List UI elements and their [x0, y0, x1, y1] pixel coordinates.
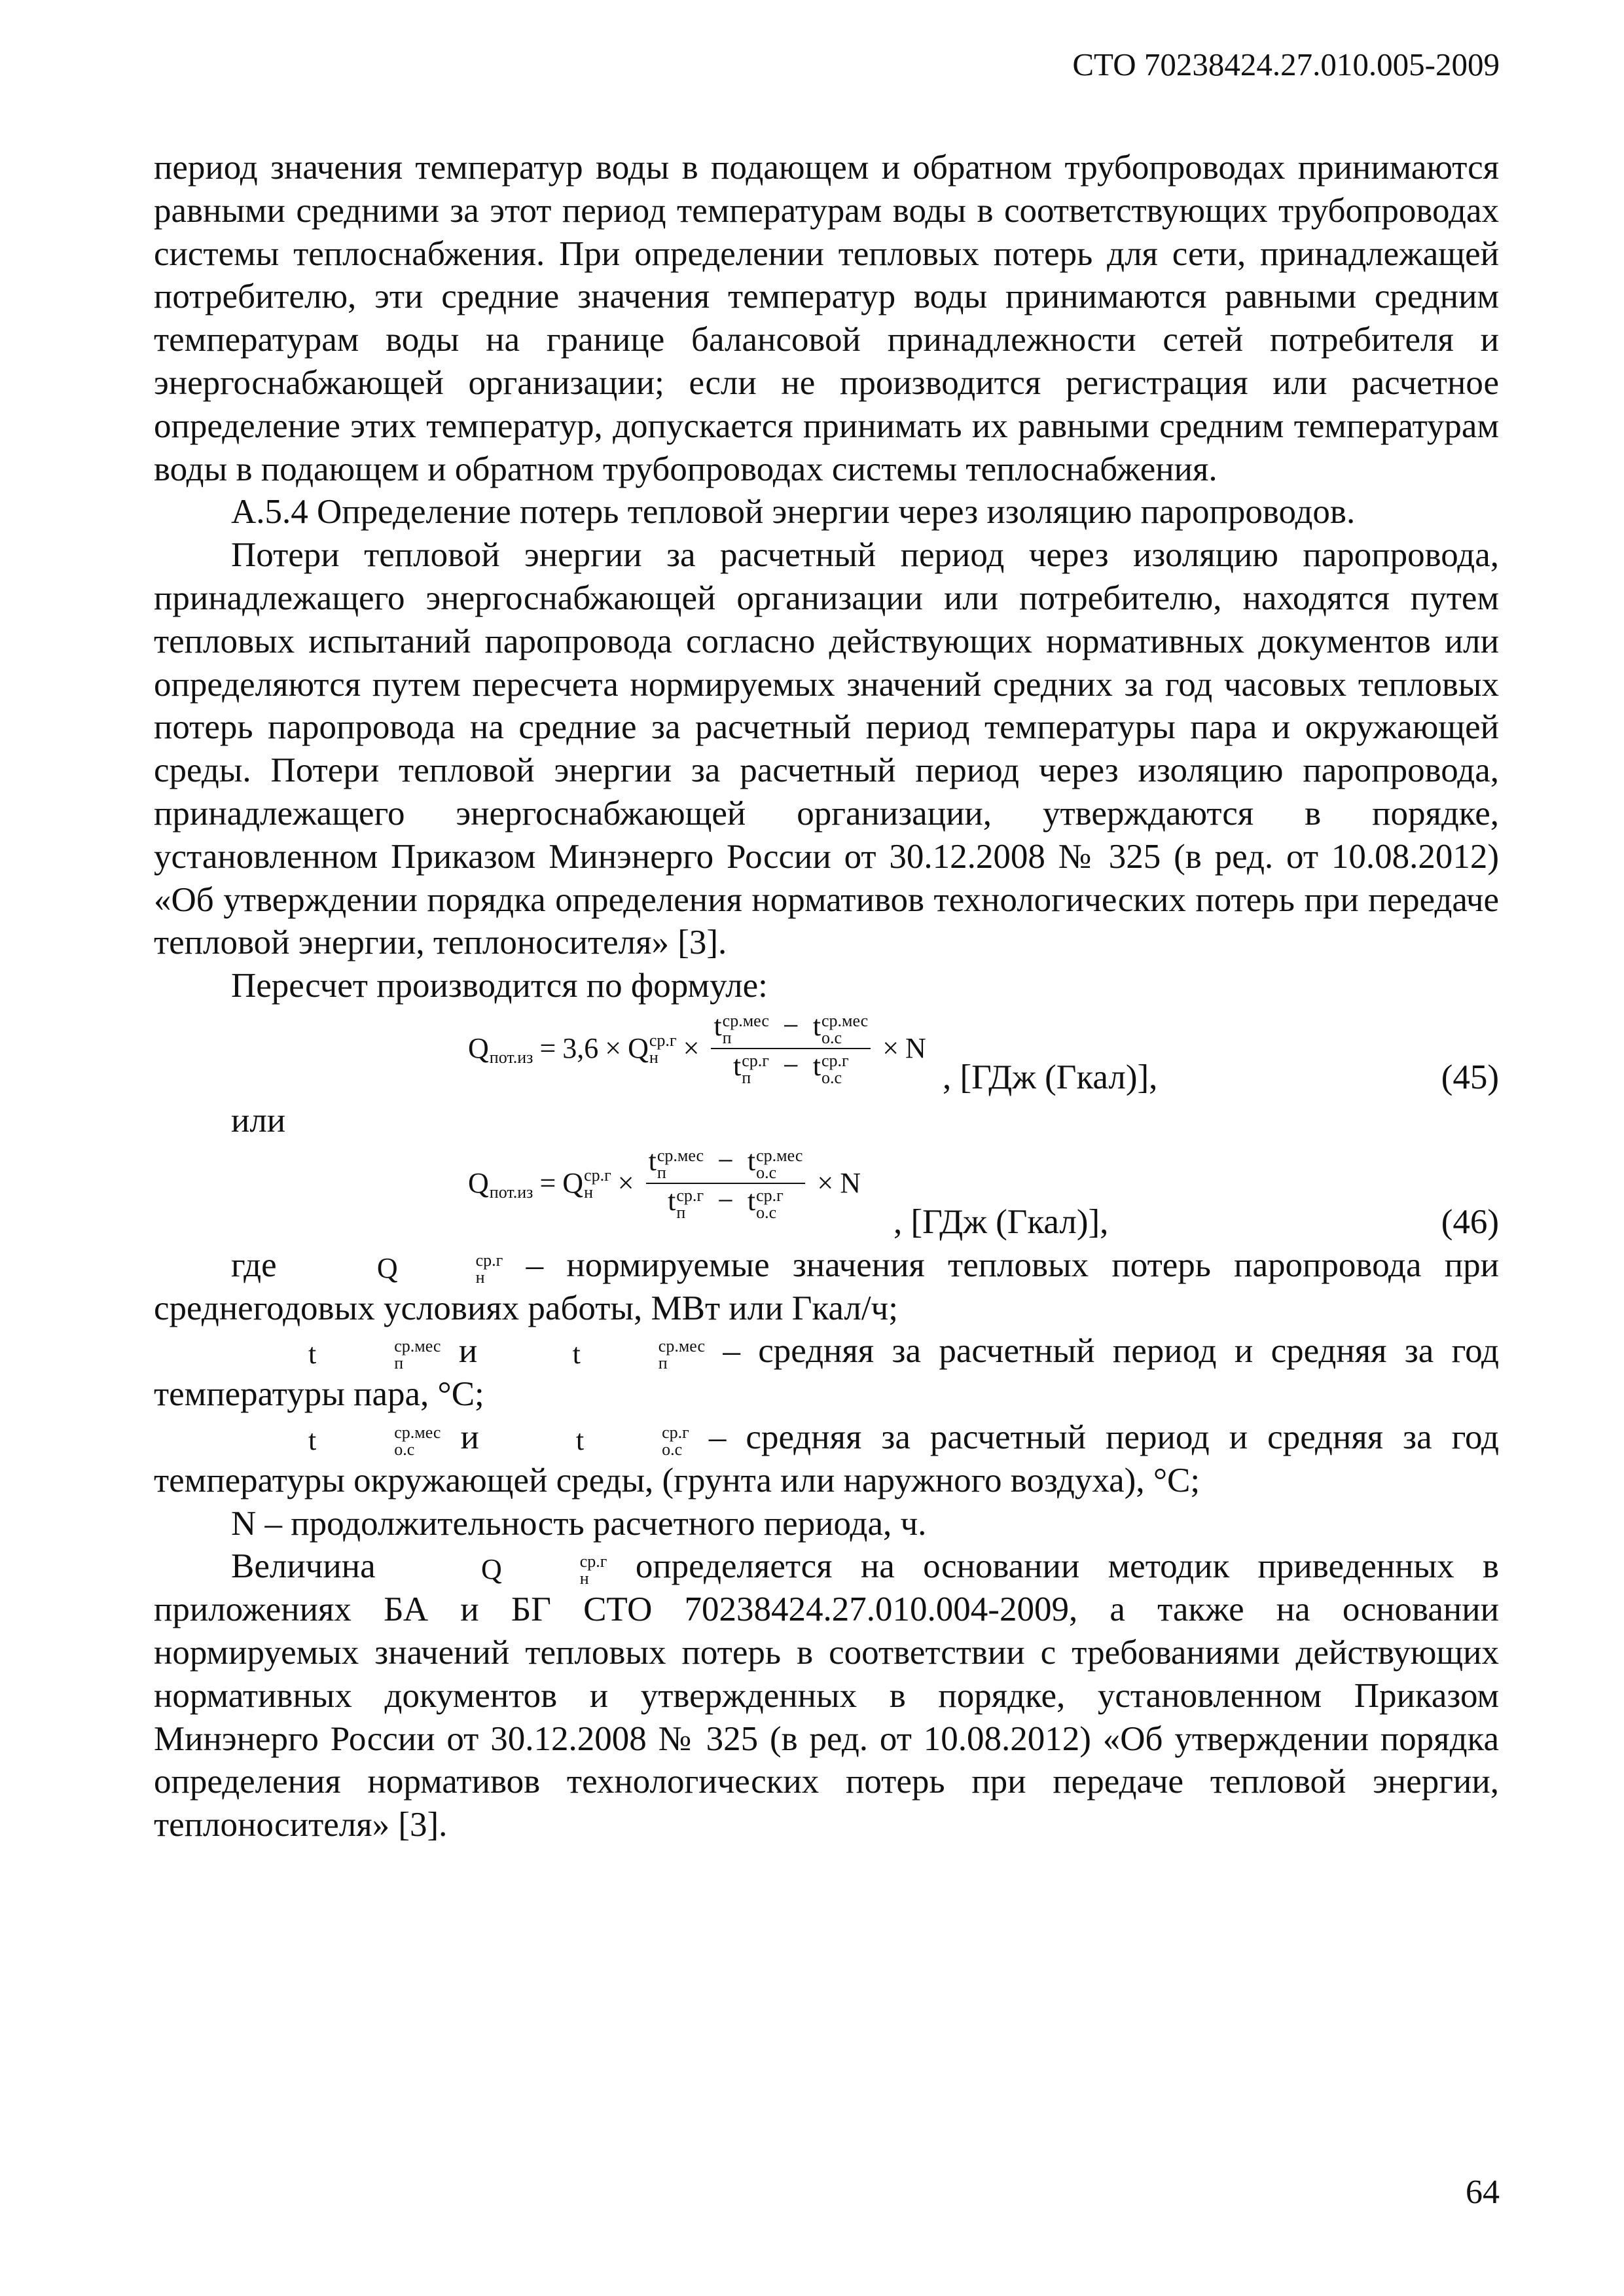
section-heading-a54: А.5.4 Определение потерь тепловой энергии через изоляцию паропроводов. [231, 493, 1356, 531]
formula-45-expression: Q пот.из = 3,6 × Q ср.г н × t ср.мес п − t ср.мес о.с t ср.г п − t ср.г о.с × N [468, 1009, 926, 1087]
page-body [154, 147, 1499, 1847]
formula-45 [154, 1008, 1499, 1100]
definition-n: N – продолжительность расчетного периода, ч. [231, 1504, 927, 1543]
formula-46 [154, 1143, 1499, 1244]
page-number: 64 [1466, 2174, 1500, 2211]
paragraph-steam-losses: Потери тепловой энергии за расчетный период через изоляцию паропровода, принадлежащего энергоснабжающей организации или потребителю, находятся путем тепловых испытаний паропровода согласно действующих нормативных документов или определяются путем пересчета нормируемых значений средних за год часовых тепловых потерь паропровода на средние за расчетный период температуры пара и окружающей среды. Потери тепловой энергии за расчетный период через изоляцию паропровода, принадлежащего энергоснабжающей организации, утверждаются в порядке, установленном Приказом Минэнерго России от 30.12.2008 № 325 (в ред. от 10.08.2012) «Об утверждении порядка определения нормативов технологических потерь при передаче тепловой энергии, теплоносителя» [3]. [154, 536, 1499, 962]
word-or: или [231, 1101, 286, 1139]
formula-46-expression: Q пот.из = Q ср.г н × t ср.мес п − t ср.мес о.с t ср.г п − t ср.г о.с × N [468, 1144, 861, 1222]
formula-46-unit: , [ГДж (Гкал)], [893, 1202, 1109, 1241]
formula-45-unit: , [ГДж (Гкал)], [943, 1058, 1158, 1097]
definition-tp: t ср.мес п и t ср.мес п – средняя за расчетный период и средняя за год температуры пара, °С; [154, 1332, 1500, 1414]
formula-45-number: (45) [1441, 1058, 1499, 1097]
paragraph-formula-intro: Пересчет производится по формуле: [231, 967, 768, 1005]
paragraph-magnitude: Величина Q ср.г н определяется на основании методик приведенных в приложениях БА и БГ СТО 70238424.27.010.004-2009, а также на основании нормируемых значений тепловых потерь в соответствии с требованиями действующих нормативных документов и утвержденных в порядке, установленном Приказом Минэнерго России от 30.12.2008 № 325 (в ред. от 10.08.2012) «Об утверждении порядка определения нормативов технологических потерь при передаче тепловой энергии, теплоносителя» [3]. [154, 1547, 1500, 1844]
paragraph-temperatures: период значения температур воды в подающем и обратном трубопроводах принимаются равными средними за этот период температурам воды в соответствующих трубопроводах системы теплоснабжения. При определении тепловых потерь для сети, принадлежащей потребителю, эти средние значения температур воды принимаются равными средним температурам воды на границе балансовой принадлежности сетей потребителя и энергоснабжающей организации; если не производится регистрация или расчетное определение этих температур, допускается принимать их равными средним температурам воды в подающем и обратном трубопроводах системы теплоснабжения. [154, 149, 1499, 488]
document-code: СТО 70238424.27.010.005-2009 [1072, 46, 1500, 82]
definition-toc: t ср.мес о.с и t ср.г о.с – средняя за расчетный период и средняя за год температуры окружающей среды, (грунта или наружного воздуха), °С; [154, 1418, 1499, 1499]
definition-q: где Q ср.г н – нормируемые значения тепловых потерь паропровода при среднегодовых условиях работы, МВт или Гкал/ч; [154, 1246, 1500, 1327]
formula-46-number: (46) [1441, 1202, 1499, 1241]
